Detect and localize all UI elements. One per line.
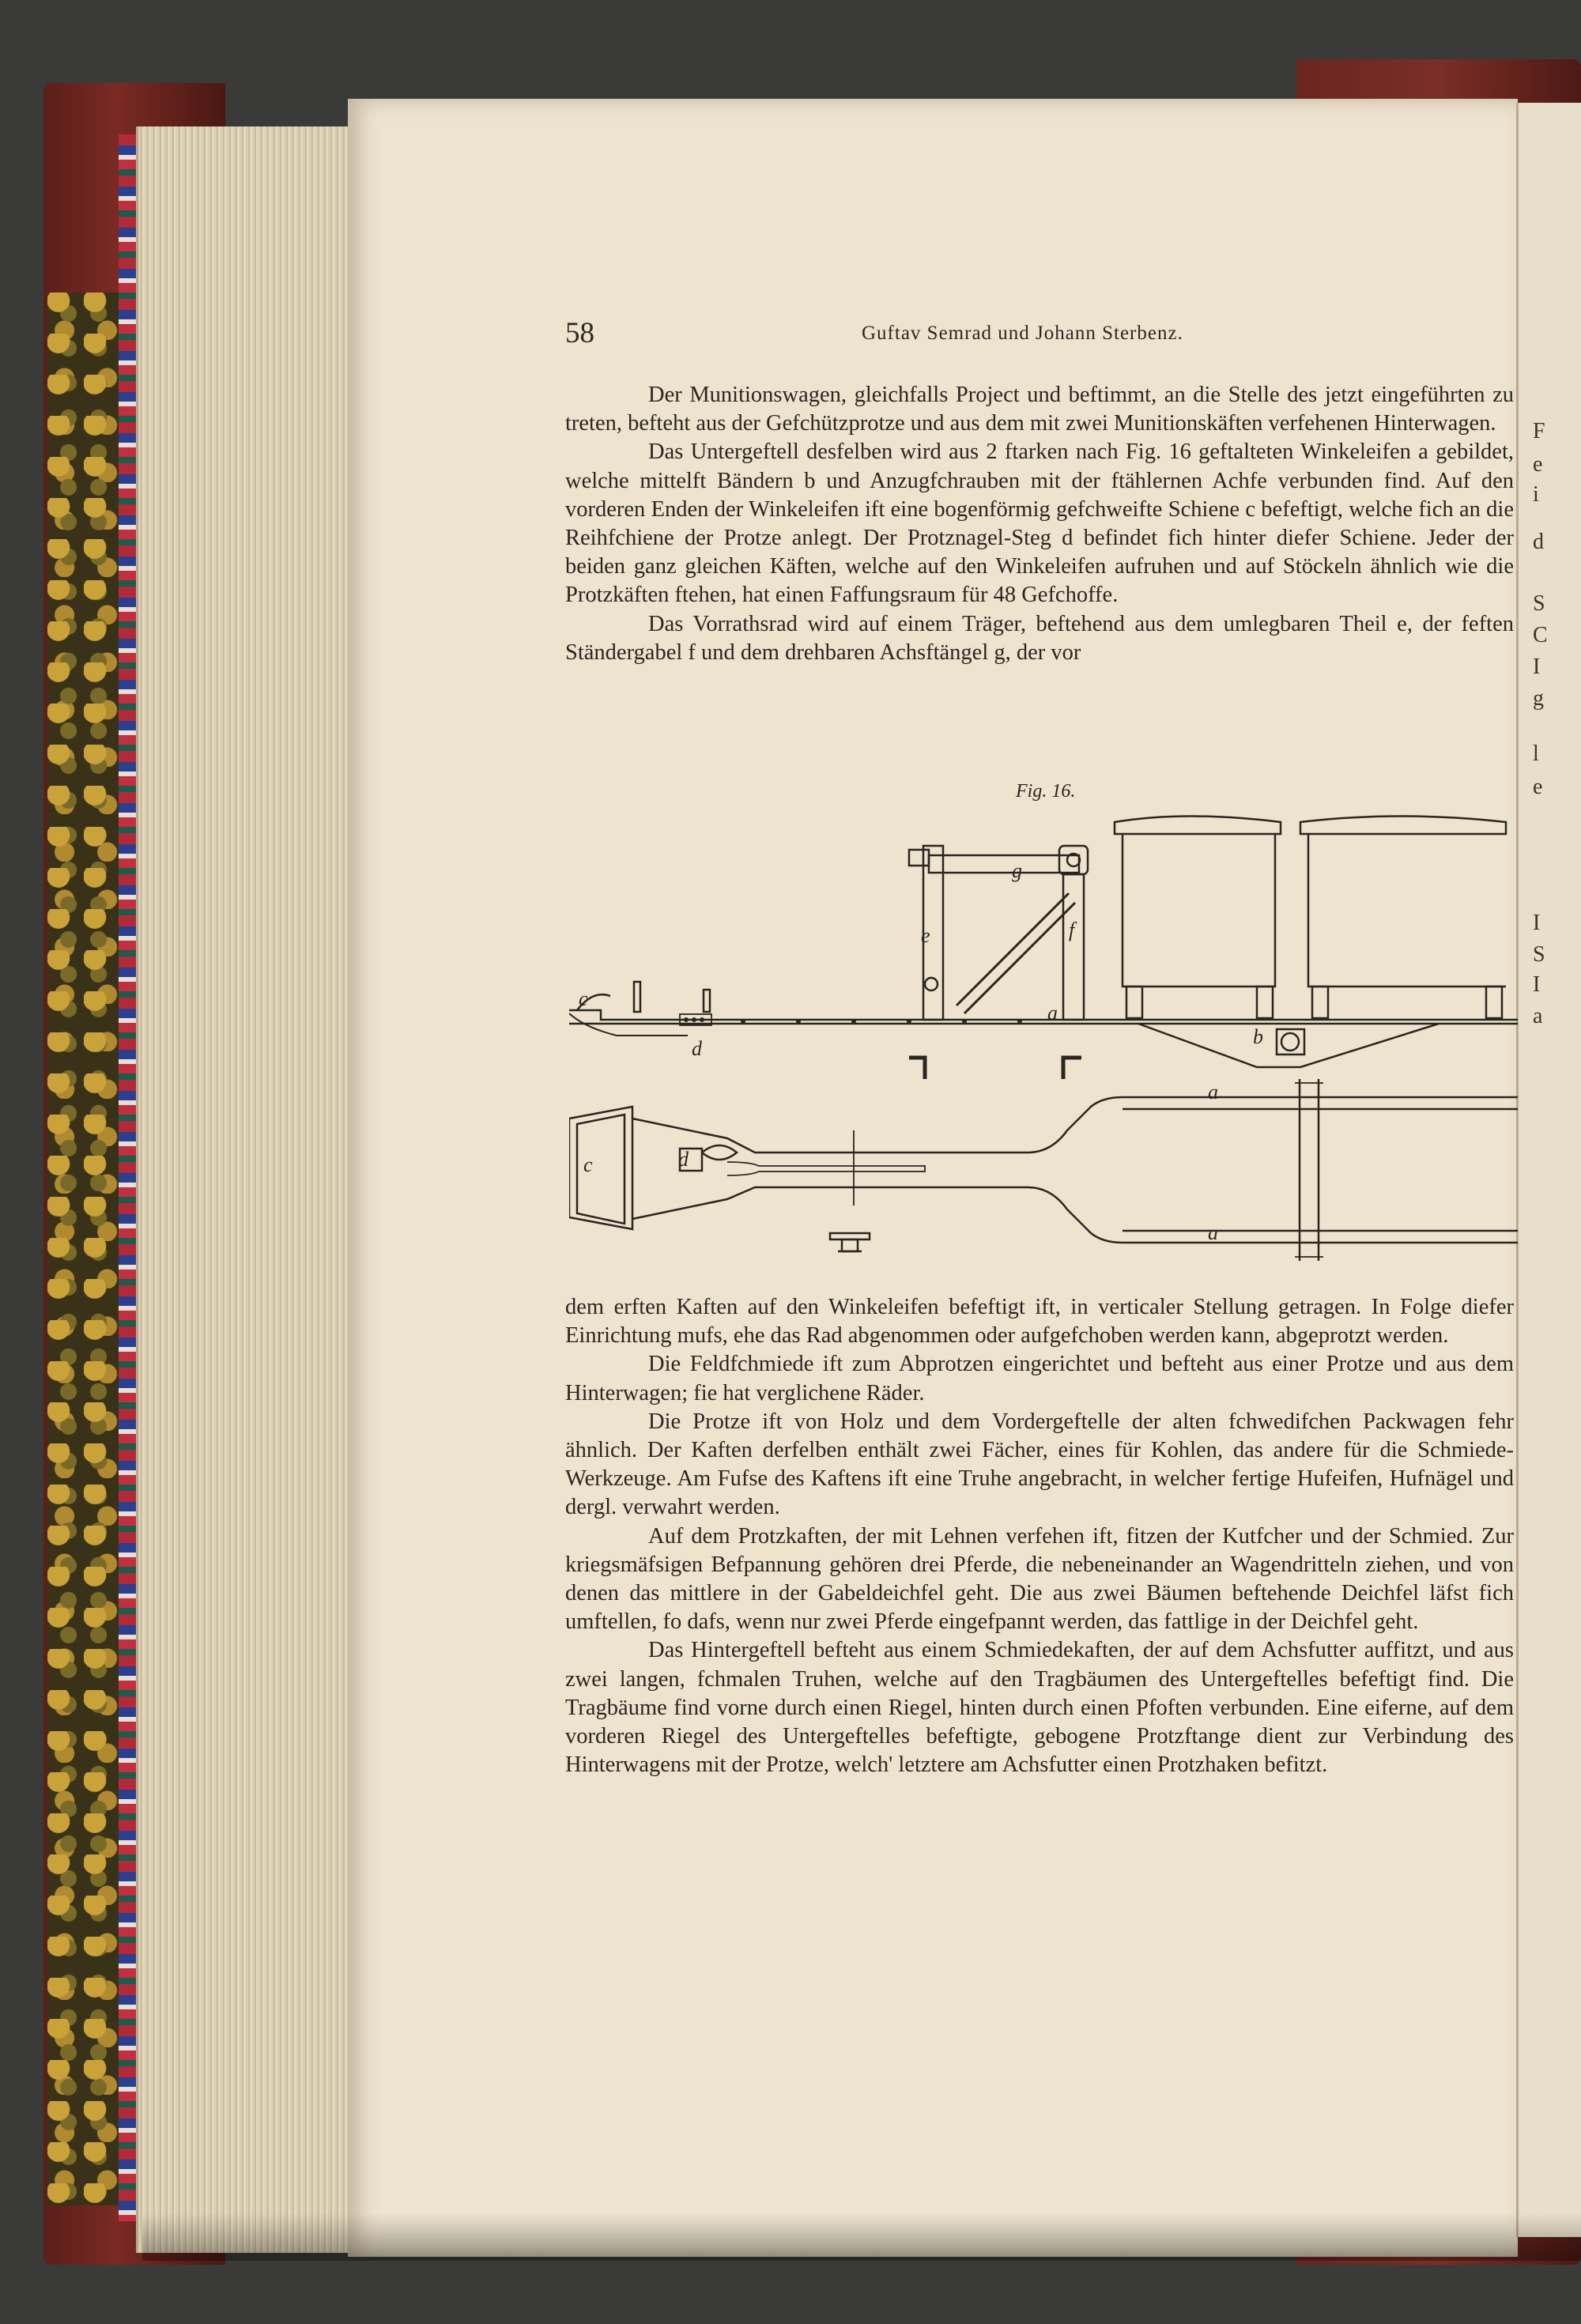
figure-label: a xyxy=(1047,1002,1058,1024)
next-page-letter: S xyxy=(1533,591,1545,616)
figure-label: b xyxy=(1253,1025,1263,1048)
figure-label: a xyxy=(1208,1081,1218,1104)
next-page-letter: d xyxy=(1533,530,1544,554)
figure-label: c xyxy=(583,1153,593,1176)
figure-label: c xyxy=(579,987,588,1010)
next-page-letter: g xyxy=(1533,686,1544,711)
next-page-letter: S xyxy=(1533,942,1545,967)
bottom-shadow xyxy=(142,2213,1581,2261)
figure-caption: Fig. 16. xyxy=(1016,781,1076,802)
paragraph: Die Protze ift von Holz und dem Vordergeftelle der alten fchwedifchen Packwagen fehr ähnlich. Der Kaften derfelben enthält zwei Fächer, eines für Kohlen, das andere für die Schmiede-Werkzeuge. Am Fufse des Kaftens ift eine Truhe angebracht, in welcher fertige Hufeifen, Hufnägel und dergl. verwahrt werden. xyxy=(565,1409,1514,1520)
figure-label: g xyxy=(1012,859,1022,882)
paragraph: Die Feldfchmiede ift zum Abprotzen eingerichtet und befteht aus einer Protze und aus dem Hinterwagen; fie hat verglichene Räder. xyxy=(565,1352,1514,1405)
next-page-letter: e xyxy=(1533,775,1543,799)
next-page-letter: C xyxy=(1533,623,1548,647)
paragraph: Auf dem Protzkaften, der mit Lehnen verfehen ift, fitzen der Kutfcher und der Schmied. Zur kriegsmäfsigen Befpannung gehören drei Pferde, die nebeneinander an Wagendritteln ziehen, und von denen das mittlere in der Gabeldeichfel geht. Die aus zwei Bäumen beftehende Deichfel läfst fich umftellen, fo dafs, wenn nur zwei Pferde eingefpannt werden, das fattlige in der Deichfel geht. xyxy=(565,1523,1514,1635)
page-number: 58 xyxy=(565,317,594,349)
next-page-letter: I xyxy=(1533,655,1541,679)
next-page-letter: I xyxy=(1533,911,1541,935)
figure-label: d xyxy=(692,1037,702,1060)
next-page-letter: F xyxy=(1533,419,1545,443)
next-page-letter: e xyxy=(1533,452,1543,477)
running-head: Guftav Semrad und Johann Sterbenz. xyxy=(862,323,1183,344)
next-page-letter: l xyxy=(1533,741,1539,766)
page-header xyxy=(565,316,1514,356)
paragraph: Der Munitionswagen, gleichfalls Project und beftimmt, an die Stelle des jetzt eingeführten zu treten, befteht aus der Gefchützprotze und aus dem mit zwei Munitionskäften verfehenen Hinterwagen. xyxy=(565,383,1514,436)
wagon-frame-figure xyxy=(569,806,1518,1273)
figure-label: f xyxy=(1069,919,1075,941)
paragraph: Das Untergeftell desfelben wird aus 2 ftarken nach Fig. 16 geftalteten Winkeleifen a gebildet, welche mittelft Bändern b und Anzugfchrauben mit der ftählernen Achfe verbunden find. Auf den vorderen Enden der Winkeleifen ift eine bogenförmig gefchweifte Schiene c befeftigt, welche fich an die Reihfchiene der Protze anlegt. Der Protznagel-Steg d befindet fich hinter diefer Schiene. Jeder der beiden ganz gleichen Käften, welche auf den Winkeleifen aufruhen und auf Stöckeln ähnlich wie die Protzkäften ftehen, hat einen Faffungsraum für 48 Gefchoffe. xyxy=(565,440,1514,608)
text-block-top xyxy=(565,381,1514,667)
next-page-letter: I xyxy=(1533,972,1541,997)
paragraph: Das Hintergeftell befteht aus einem Schmiedekaften, der auf dem Achsfutter auffitzt, und aus zwei langen, fchmalen Truhen, welche auf den Tragbäumen des Untergeftelles befeftigt find. Die Tragbäume find vorne durch einen Riegel, hinten durch einen Pfoften verbunden. Eine eiferne, auf dem vorderen Riegel des Untergeftelles befeftigte, gebogene Protzftange dient zur Verbindung des Hinterwagens mit der Protze, welch' letztere am Achsfutter einen Protzhaken befitzt. xyxy=(565,1638,1514,1778)
paragraph: dem erften Kaften auf den Winkeleifen befeftigt ift, in verticaler Stellung getragen. In Folge diefer Einrichtung mufs, ehe das Rad abgenommen oder aufgefchoben werden kann, abgeprotzt werden. xyxy=(565,1295,1514,1349)
paragraph: Das Vorrathsrad wird auf einem Träger, beftehend aus dem umlegbaren Theil e, der feften Ständergabel f und dem drehbaren Achsftängel g, der vor xyxy=(565,611,1514,665)
figure-label: d xyxy=(678,1148,689,1171)
next-page-letter: i xyxy=(1533,482,1539,507)
figure-label: e xyxy=(921,924,930,947)
text-block-bottom xyxy=(565,1293,1514,1779)
figure-label: a xyxy=(1208,1221,1218,1244)
page-stack-edges xyxy=(136,126,352,2253)
next-page-letter: a xyxy=(1533,1004,1543,1028)
next-page-edge xyxy=(1516,103,1581,2237)
